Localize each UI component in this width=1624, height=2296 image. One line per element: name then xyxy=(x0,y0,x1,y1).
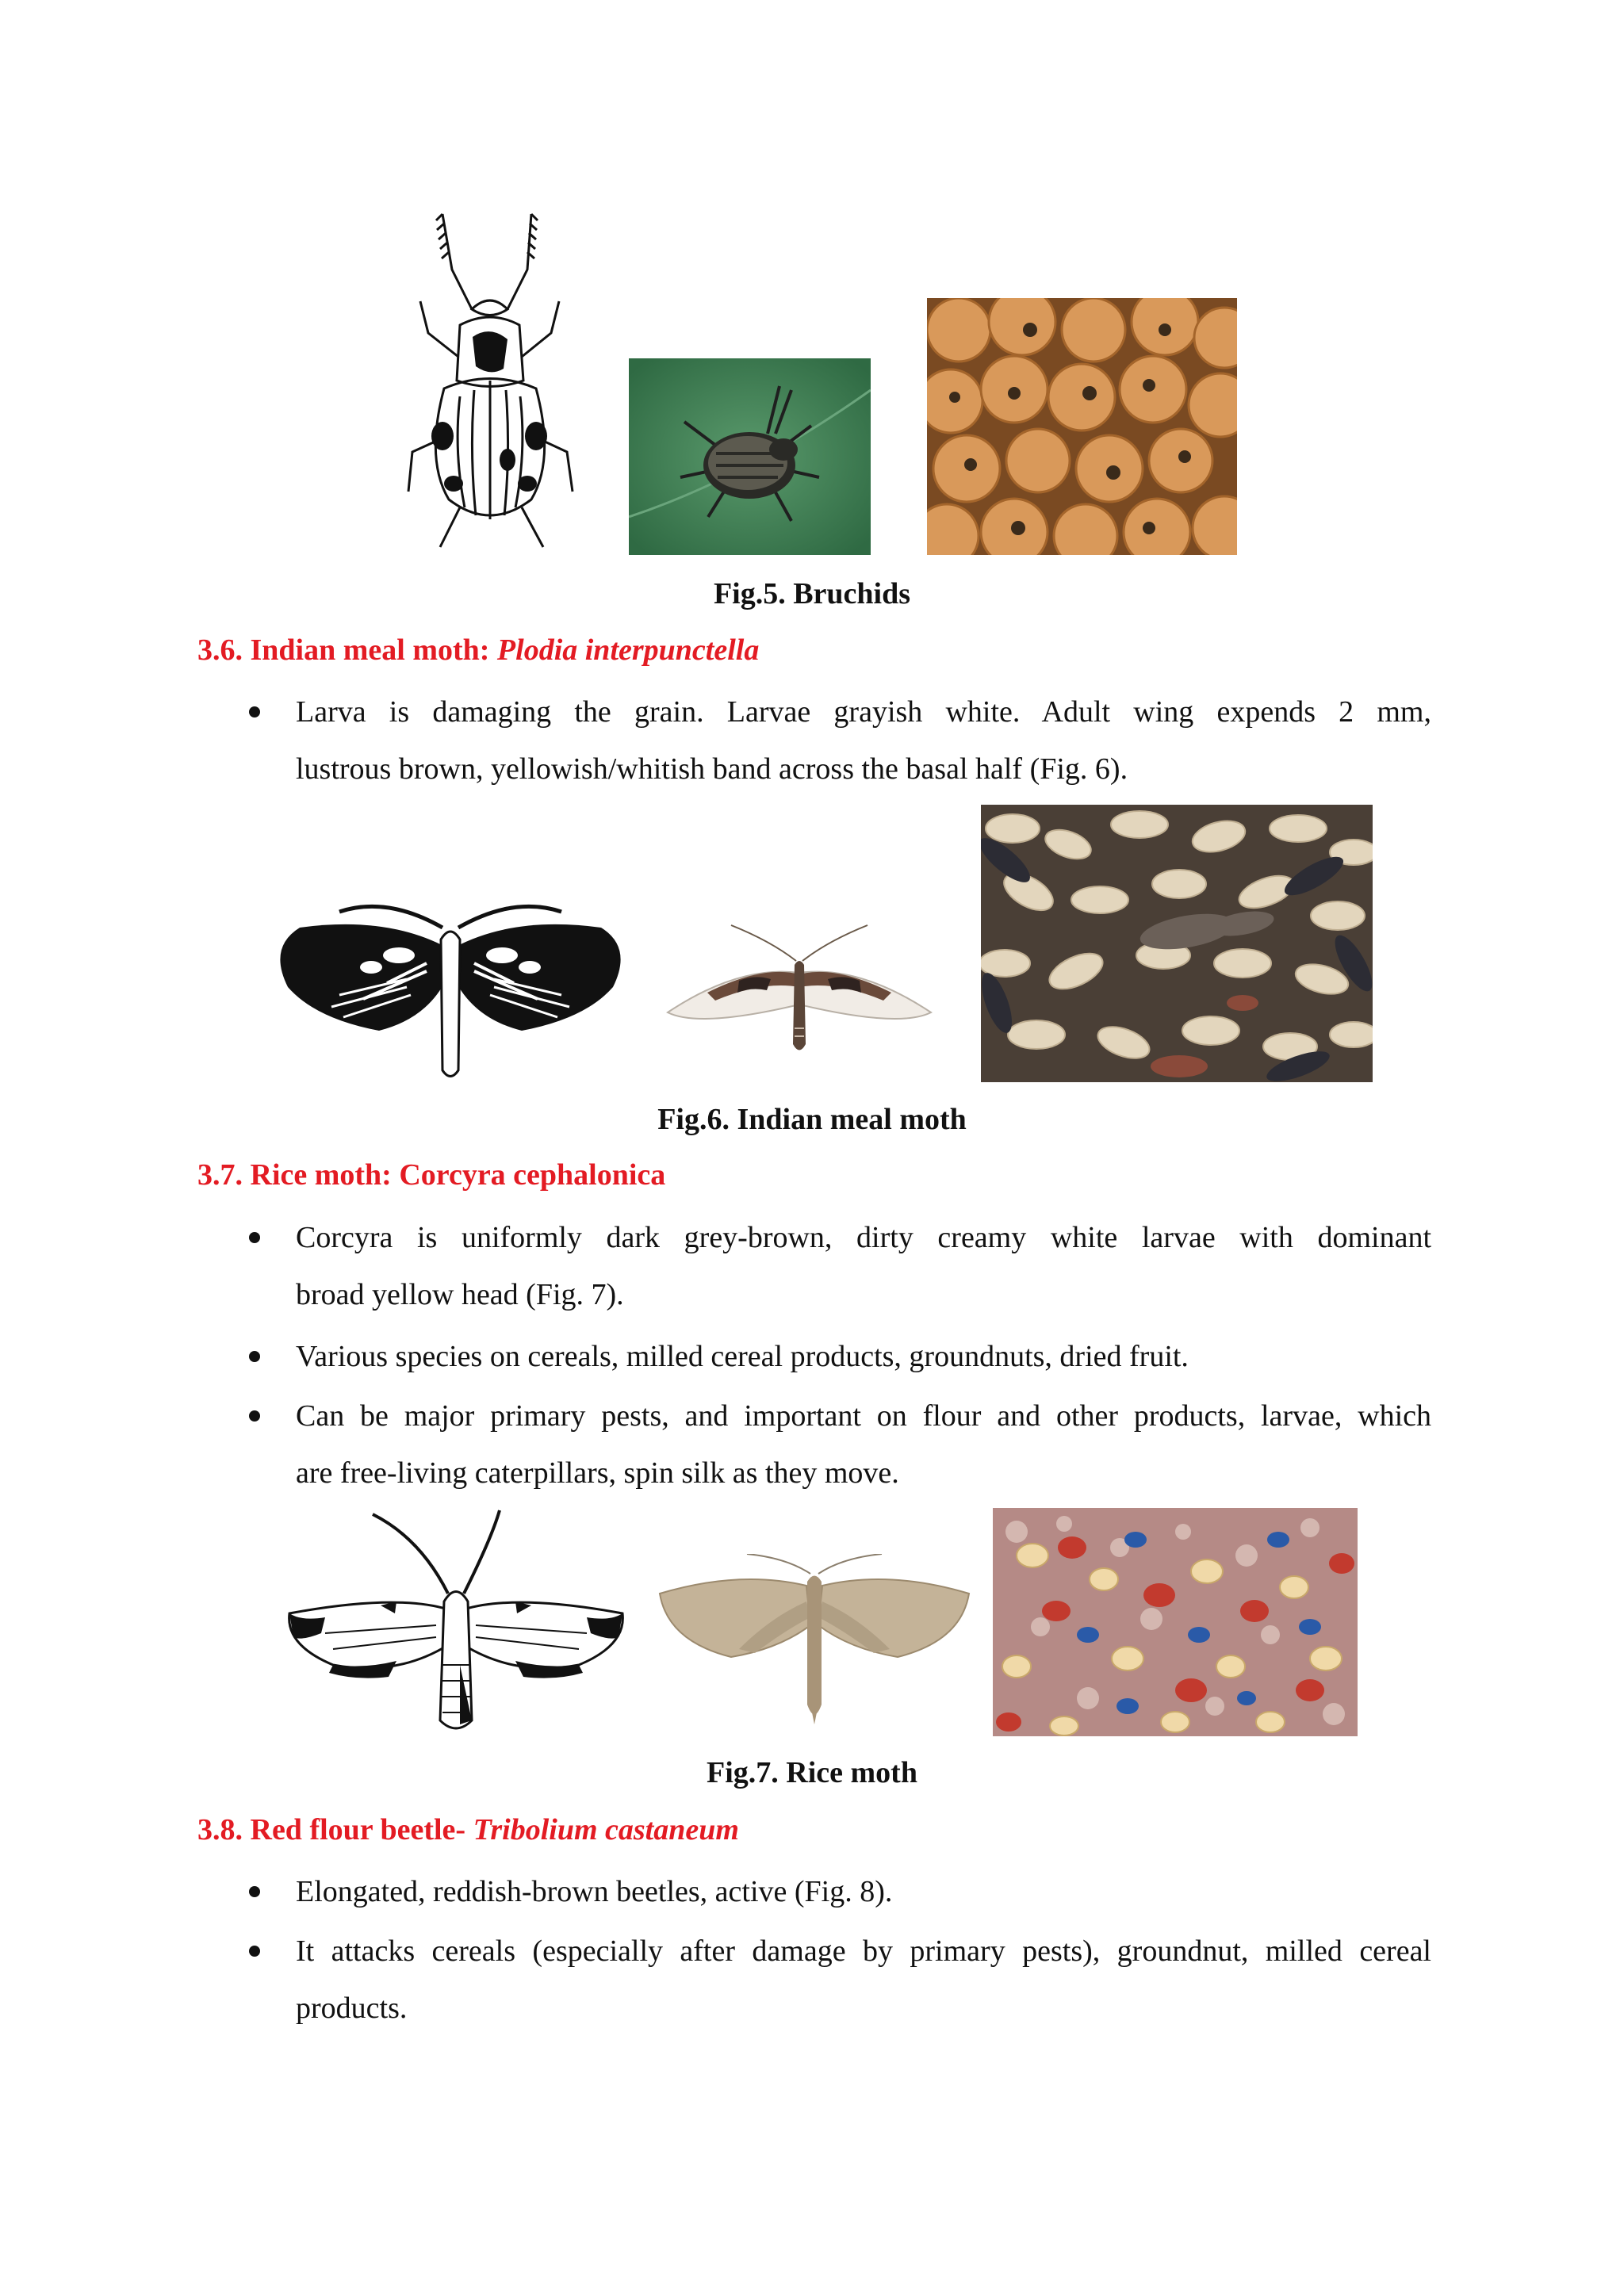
rice-moth-photo xyxy=(652,1554,977,1732)
bruchid-drawing xyxy=(396,198,587,555)
rice-moth-drawing xyxy=(278,1506,634,1736)
fig5-caption: Fig.5. Bruchids xyxy=(713,577,911,610)
bullet-line: Larva is damaging the grain. Larvae grayish white. Adult wing expends 2 mm, xyxy=(296,695,1431,729)
damaged-groundnuts-photo xyxy=(993,1508,1358,1736)
bullet-line: Can be major primary pests, and important on flour and other products, larvae, which xyxy=(296,1399,1431,1433)
section-3-8-bullet-1 xyxy=(296,1863,1431,1920)
bullet-line: lustrous brown, yellowish/whitish band across the basal half (Fig. 6). xyxy=(296,752,1128,786)
fig6-caption: Fig.6. Indian meal moth xyxy=(657,1103,967,1136)
bullet-line: Various species on cereals, milled cereal products, groundnuts, dried fruit. xyxy=(296,1340,1189,1373)
section-3-8-heading xyxy=(197,1811,739,1849)
bullet-dot xyxy=(249,1886,260,1897)
section-3-7-bullet-2 xyxy=(296,1328,1431,1385)
meal-moth-photo xyxy=(652,917,947,1076)
fig7-caption: Fig.7. Rice moth xyxy=(707,1756,917,1789)
bullet-line: products. xyxy=(296,1992,408,2025)
bullet-dot xyxy=(249,1946,260,1957)
bullet-line: Corcyra is uniformly dark grey-brown, dirty creamy white larvae with dominant xyxy=(296,1221,1431,1254)
bullet-line: It attacks cereals (especially after damage by primary pests), groundnut, milled cereal xyxy=(296,1934,1431,1968)
section-3-6-title: 3.6. Indian meal moth: xyxy=(197,633,497,667)
section-3-8-species: Tribolium castaneum xyxy=(473,1813,739,1846)
section-3-6-species: Plodia interpunctella xyxy=(496,633,760,667)
section-3-6-heading xyxy=(197,631,759,669)
meal-moth-drawing xyxy=(268,892,633,1082)
section-3-8-title: 3.8. Red flour beetle- xyxy=(197,1813,473,1846)
section-3-6-bullet-1 xyxy=(296,683,1431,798)
section-3-7-heading: 3.7. Rice moth: Corcyra cephalonica xyxy=(197,1158,666,1192)
bullet-dot xyxy=(249,706,260,718)
bullet-dot xyxy=(249,1410,260,1422)
bullet-line: Elongated, reddish-brown beetles, active (Fig. 8). xyxy=(296,1875,893,1908)
infested-rice-photo xyxy=(981,805,1373,1082)
bullet-line: are free-living caterpillars, spin silk as they move. xyxy=(296,1456,899,1490)
bruchid-photo xyxy=(629,358,871,555)
section-3-7-bullet-3 xyxy=(296,1387,1431,1502)
bullet-dot xyxy=(249,1232,260,1243)
damaged-pulses-photo xyxy=(927,298,1237,555)
section-3-7-bullet-1 xyxy=(296,1209,1431,1323)
bullet-line: broad yellow head (Fig. 7). xyxy=(296,1278,624,1311)
section-3-8-bullet-2 xyxy=(296,1923,1431,2037)
bullet-dot xyxy=(249,1351,260,1362)
